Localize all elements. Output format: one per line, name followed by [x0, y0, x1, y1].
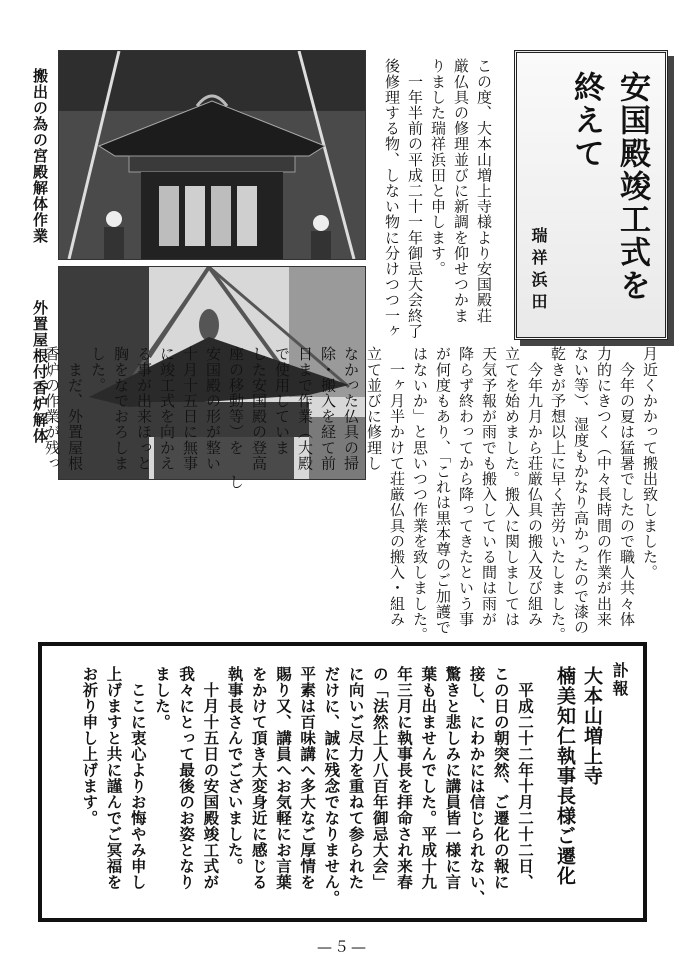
- text-line: だけに、誠に残念でなりません。: [322, 666, 341, 906]
- text-line: 接し、にわかには信じられない、: [467, 666, 486, 906]
- text-line: した安国殿の登高: [250, 346, 268, 471]
- photo-caption-incense-burner: 外置屋根付香炉解体: [31, 300, 49, 444]
- article-title-box: [514, 50, 668, 340]
- text-line: ここに衷心よりお悔やみ申し: [128, 666, 147, 890]
- text-line: 胸をなでおろしま: [112, 346, 130, 471]
- text-line: 今年の夏は猛暑でしたので職人共々体: [618, 346, 636, 627]
- text-line: 葉も出ませんでした。平成十九: [419, 666, 438, 890]
- text-line: 平素は百味講へ多大なご厚情を: [298, 666, 317, 890]
- text-line: 座の移動等）を し: [227, 346, 245, 490]
- text-line: に向いご尽力を重ねて参られた: [346, 666, 365, 890]
- text-line: 乾きが予想以上に早く苦労いたしました。: [549, 346, 567, 643]
- text-line: 天気予報が雨でも搬入している間は雨が: [480, 346, 498, 627]
- text-line: 年三月に執事長を拝命され来春: [394, 666, 413, 890]
- text-line: が何度もあり、「これは黒本尊のご加護で: [434, 346, 452, 635]
- text-line: した。: [89, 346, 107, 393]
- text-line: りました瑞祥浜田と申します。: [429, 58, 447, 277]
- text-line: 賜り又、講員へお気軽にお言葉: [273, 666, 292, 890]
- text-line: はないか」と思いつつ作業を致しました。: [411, 346, 429, 643]
- text-line: 日まで作業（大殿: [296, 346, 314, 471]
- article-title: 安国殿竣工式を終えて: [568, 71, 650, 302]
- text-line: 降らず終わってから降ってきたという事: [457, 346, 475, 627]
- text-line: 執事長さんでございました。: [225, 666, 244, 874]
- obituary-heading: 訃報: [610, 662, 629, 698]
- text-line: の「法然上人八百年御忌大会」: [370, 666, 389, 890]
- text-line: まだ、外置屋根: [66, 346, 84, 471]
- text-line: 平成二十二年十月二十二日、: [516, 666, 534, 890]
- obituary-title-line: 大本山増上寺: [581, 666, 603, 786]
- text-line: 驚きと悲しみに講員皆一様に言: [443, 666, 462, 890]
- text-line: 力的にきつく（中々長時間の作業が出来: [595, 346, 613, 627]
- text-line: 上げますと共に謹んでご冥福を: [104, 666, 123, 890]
- text-line: 一ヶ月半かけて荘厳仏具の搬入・組み: [388, 346, 406, 627]
- text-line: 月近くかかって搬出致しました。: [641, 346, 659, 580]
- text-line: 立てを始めました。搬入に関しましては: [503, 346, 521, 627]
- text-line: 一年半前の平成二十一年御忌大会終了: [406, 58, 424, 339]
- text-line: この日の朝突然、ご遷化の報に: [491, 666, 510, 890]
- article-body-upper: [380, 58, 495, 339]
- text-line: この度、大本山増上寺様より安国殿荘: [475, 58, 493, 324]
- text-line: 安国殿の形が整い: [204, 346, 222, 471]
- article-author: 瑞祥浜田: [529, 227, 548, 315]
- photo-shrine-dismantling: [58, 50, 366, 260]
- obituary-title-line: 楠美知仁執事長様ご遷化: [554, 666, 576, 886]
- text-line: 今年九月から荘厳仏具の搬入及び組み: [526, 346, 544, 627]
- obituary-box: [38, 642, 647, 922]
- text-line: で使用していま: [273, 346, 291, 456]
- text-line: 十月十五日の安国殿竣工式が: [201, 666, 220, 890]
- text-line: 香炉の作業が残っ: [43, 346, 61, 471]
- text-line: をかけて頂き大変身近に感じる: [249, 666, 268, 890]
- page-number: —５—: [316, 938, 368, 956]
- text-line: 十月十五日に無事: [181, 346, 199, 471]
- obituary-title: [551, 666, 605, 886]
- photo-caption-shrine: 搬出の為の宮殿解体作業: [31, 68, 49, 244]
- text-line: ない等）、湿度もかなり高かったので漆の: [572, 346, 590, 635]
- text-line: なかった仏具の掃: [342, 346, 360, 471]
- text-line: 立て並びに修理し: [365, 346, 383, 471]
- obituary-body: [77, 666, 537, 911]
- text-line: に竣工式を向かえ: [158, 346, 176, 471]
- article-body-lower: [40, 346, 661, 643]
- text-line: る事が出来ほっと: [135, 346, 153, 471]
- text-line: ました。: [152, 666, 171, 730]
- text-line: 除・搬入を経て前: [319, 346, 337, 471]
- text-line: お祈り申し上げます。: [80, 666, 99, 826]
- text-line: 我々にとって最後のお姿となり: [177, 666, 196, 890]
- text-line: 厳仏具の修理並びに新調を仰せつかま: [452, 58, 470, 324]
- text-line: 後修理する物、しない物に分けつつ一ヶ: [383, 58, 401, 339]
